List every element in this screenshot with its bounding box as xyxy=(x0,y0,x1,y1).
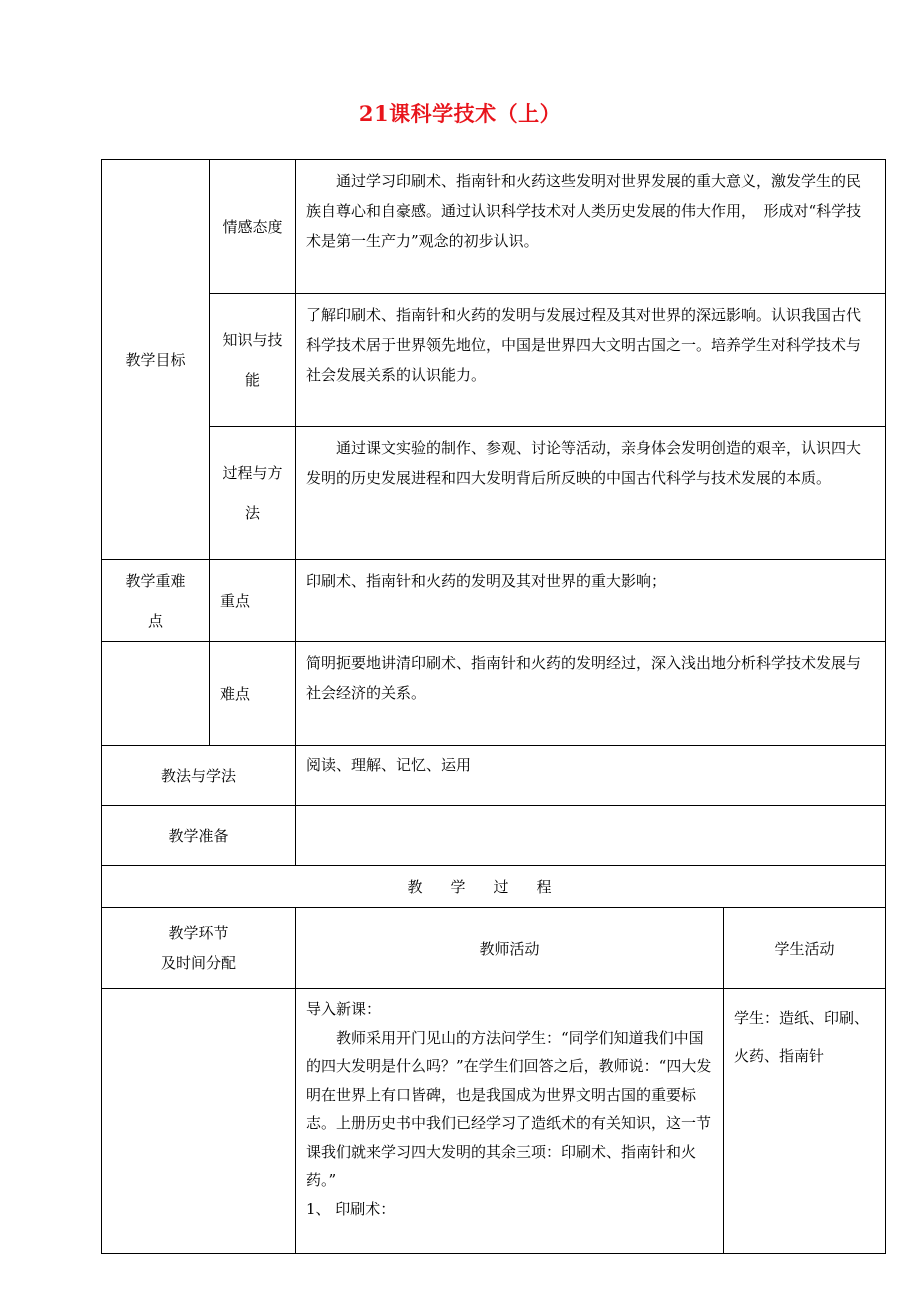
process-header-row xyxy=(102,866,886,908)
knowledge-label-line2: 能 xyxy=(244,371,260,389)
process-columns-row xyxy=(102,908,886,989)
focus-label: 重点 xyxy=(210,560,296,642)
process-method-text: 通过课文实验的制作、参观、讨论等活动，亲身体会发明创造的艰辛，认识四大发明的历史发展进程和四大发明背后所反映的中国古代科学与技术发展的本质。 xyxy=(296,427,886,560)
objective-row-attitude xyxy=(102,160,886,294)
teacher-activity-cell xyxy=(296,989,724,1254)
key-points-label-line1: 教学重难 xyxy=(125,571,186,590)
objective-row-process xyxy=(102,427,886,560)
item-printing: 1、 印刷术： xyxy=(306,1199,396,1218)
difficulty-text: 简明扼要地讲清印刷术、指南针和火药的发明经过，深入浅出地分析科学技术发展与社会经济的关系。 xyxy=(296,642,886,746)
key-points-label-line2: 点 xyxy=(147,611,163,630)
methods-row xyxy=(102,746,886,806)
objectives-label: 教学目标 xyxy=(102,160,210,560)
objective-row-knowledge xyxy=(102,294,886,427)
col-stage-line2: 及时间分配 xyxy=(160,954,236,972)
intro-text: 教师采用开门见山的方法问学生：“同学们知道我们中国的四大发明是什么吗？”在学生们回答之后，教师说：“四大发明在世界上有口皆碑，也是我国成为世界文明古国的重要标志。上册历史书中我们已经学习了造纸术的有关知识，这一节课我们就来学习四大发明的其余三项：印刷术、指南针和火药。” xyxy=(306,1028,712,1189)
difficulty-empty-cell xyxy=(102,642,210,746)
methods-label: 教法与学法 xyxy=(102,746,296,806)
preparation-row xyxy=(102,806,886,866)
key-point-row-focus xyxy=(102,560,886,642)
attitude-label: 情感态度 xyxy=(210,160,296,294)
col-student-header: 学生活动 xyxy=(724,908,886,989)
methods-text: 阅读、理解、记忆、运用 xyxy=(296,746,886,806)
key-points-label xyxy=(102,560,210,642)
process-method-label-line1: 过程与方 xyxy=(222,464,283,482)
knowledge-label xyxy=(210,294,296,427)
key-point-row-difficulty xyxy=(102,642,886,746)
intro-row xyxy=(102,989,886,1254)
intro-stage-cell xyxy=(102,989,296,1254)
preparation-label: 教学准备 xyxy=(102,806,296,866)
col-teacher-header: 教师活动 xyxy=(296,908,724,989)
process-header: 教学过程 xyxy=(102,866,886,908)
col-stage-header xyxy=(102,908,296,989)
student-activity-cell: 学生：造纸、印刷、火药、指南针 xyxy=(724,989,886,1254)
col-stage-line1: 教学环节 xyxy=(168,924,229,942)
page-title: 21课科学技术（上） xyxy=(358,101,562,126)
difficulty-label: 难点 xyxy=(210,642,296,746)
knowledge-label-line1: 知识与技 xyxy=(222,331,283,349)
attitude-text: 通过学习印刷术、指南针和火药这些发明对世界发展的重大意义，激发学生的民族自尊心和自豪感。通过认识科学技术对人类历史发展的伟大作用， 形成对“科学技术是第一生产力”观念的初步认识。 xyxy=(296,160,886,294)
preparation-text xyxy=(296,806,886,866)
knowledge-text: 了解印刷术、指南针和火药的发明与发展过程及其对世界的深远影响。认识我国古代科学技术居于世界领先地位，中国是世界四大文明古国之一。培养学生对科学技术与社会发展关系的认识能力。 xyxy=(296,294,886,427)
process-method-label xyxy=(210,427,296,560)
focus-text: 印刷术、指南针和火药的发明及其对世界的重大影响； xyxy=(296,560,886,642)
lesson-plan-table xyxy=(101,159,886,1254)
process-method-label-line2: 法 xyxy=(244,504,260,522)
intro-heading: 导入新课： xyxy=(306,1000,382,1018)
